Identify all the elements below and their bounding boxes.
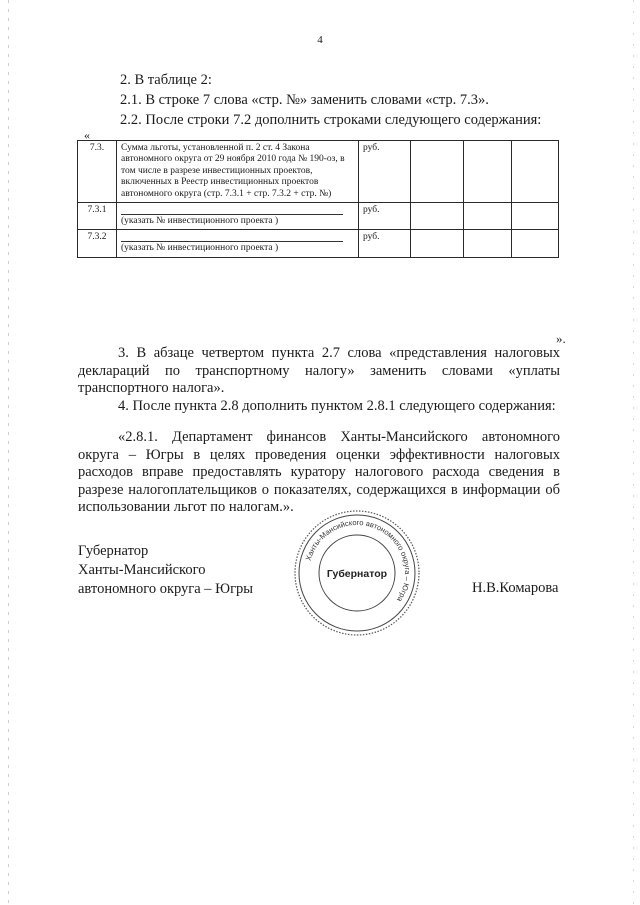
intro-line-3: 2.2. После строки 7.2 дополнить строками следующего содержания: [120,112,542,128]
paragraph-3: 3. В абзаце четвертом пункта 2.7 слова «представления налоговых деклараций по транспортному налогу» заменить словами «уплаты транспортного налога». [78,345,560,396]
signer-title [78,542,253,599]
empty-cell [410,141,463,203]
scan-edge-right [633,0,634,905]
amendment-table [77,140,559,258]
empty-cell [410,203,463,230]
paragraph-4: 4. После пункта 2.8 дополнить пунктом 2.8.1 следующего содержания: [118,398,556,414]
row-number: 7.3.1 [78,203,117,230]
empty-cell [512,141,559,203]
row-number: 7.3.2 [78,230,117,257]
scan-edge-left [8,0,9,905]
intro-line-1: 2. В таблице 2: [120,72,212,88]
intro-line-2: 2.1. В строке 7 слова «стр. №» заменить словами «стр. 7.3». [120,92,489,108]
signer-title-line-2: Ханты-Мансийского [78,562,206,578]
quote-open-mark: « [84,128,90,142]
empty-cell [512,203,559,230]
signer-name: Н.В.Комарова [472,580,559,596]
empty-cell [512,230,559,257]
table-row [78,141,559,203]
paragraph-5: «2.8.1. Департамент финансов Ханты-Мансийского автономного округа – Югры в целях проведения оценки эффективности налоговых расходов вправе предоставлять куратору налогового расхода сведения в разрезе налогоплательщиков о показателях, содержащихся в информации об использовании льгот по налогам.». [78,429,560,515]
seal-ring-text: Ханты-Мансийского автономного округа – Югра [303,517,413,604]
official-seal [292,508,422,638]
empty-cell [463,203,511,230]
row-unit: руб. [359,141,411,203]
seal-center-text: Губернатор [326,568,388,580]
empty-cell [463,141,511,203]
quote-close-mark: ». [556,331,566,346]
empty-cell [410,230,463,257]
table-row [78,203,559,230]
empty-cell [463,230,511,257]
row-description-cell [117,230,359,257]
row-number: 7.3. [78,141,117,203]
signer-title-line-1: Губернатор [78,543,149,559]
row-description: (указать № инвестиционного проекта ) [121,241,343,254]
row-unit: руб. [359,230,411,257]
row-unit: руб. [359,203,411,230]
row-description-cell [117,203,359,230]
page-number: 4 [317,34,323,46]
table-row [78,230,559,257]
row-description: (указать № инвестиционного проекта ) [121,214,343,227]
row-description: Сумма льготы, установленной п. 2 ст. 4 Закона автономного округа от 29 ноября 2010 года № 190-оз, в том числе в разрезе инвестиционных проектов, включенных в Реестр инвестиционных проектов автономного округа (стр. 7.3.1 + стр. 7.3.2 + стр. №) [117,141,359,203]
signer-title-line-3: автономного округа – Югры [78,581,254,597]
